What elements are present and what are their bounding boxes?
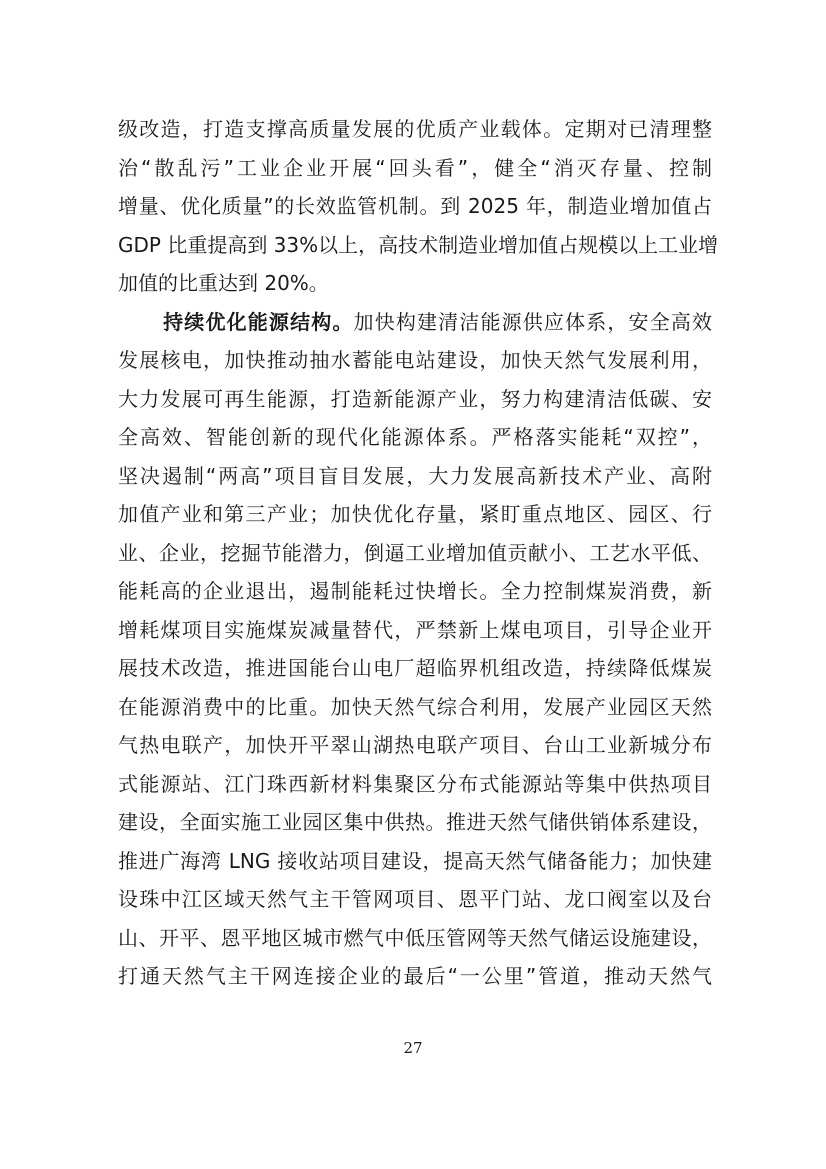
text-line: 大力发展可再生能源，打造新能源产业，努力构建清洁低碳、安	[118, 386, 712, 411]
text-line: 建设，全面实施工业园区集中供热。推进天然气储供销体系建设，	[118, 810, 712, 834]
text-line: 能耗高的企业退出，遏制能耗过快增长。全力控制煤炭消费，新	[118, 579, 712, 603]
text-line: GDP 比重提高到 33%以上，高技术制造业增加值占规模以上工业增	[118, 232, 719, 257]
text-line: 打通天然气主干网连接企业的最后“一公里”管道，推动天然气	[118, 964, 712, 988]
page-number: 27	[403, 1039, 423, 1057]
text-line: 推进广海湾 LNG 接收站项目建设，提高天然气储备能力；加快建	[118, 848, 712, 873]
text-line: 在能源消费中的比重。加快天然气综合利用，发展产业园区天然	[118, 694, 712, 719]
text-line: 山、开平、恩平地区城市燃气中低压管网等天然气储运设施建设，	[118, 925, 712, 950]
text-line: 气热电联产，加快开平翠山湖热电联产项目、台山工业新城分布	[118, 733, 712, 757]
document-body	[118, 110, 719, 996]
paragraph-manufacturing	[118, 110, 719, 303]
text-line: 式能源站、江门珠西新材料集聚区分布式能源站等集中供热项目	[118, 771, 712, 796]
text-line: 设珠中江区域天然气主干管网项目、恩平门站、龙口阀室以及台	[118, 887, 712, 911]
text-line: 加值产业和第三产业；加快优化存量，紧盯重点地区、园区、行	[118, 502, 712, 526]
text-line: 展技术改造，推进国能台山电厂超临界机组改造，持续降低煤炭	[118, 656, 712, 680]
text-line: 级改造，打造支撑高质量发展的优质产业载体。定期对已清理整	[118, 117, 712, 141]
text-line: 坚决遏制“两高”项目盲目发展，大力发展高新技术产业、高附	[118, 463, 712, 488]
text-line: 加值的比重达到 20%。	[118, 271, 329, 295]
section-heading: 持续优化能源结构。	[162, 309, 354, 334]
text-line: 增量、优化质量”的长效监管机制。到 2025 年，制造业增加值占	[118, 194, 712, 218]
text-line: 发展核电，加快推动抽水蓄能电站建设，加快天然气发展利用，	[118, 348, 712, 372]
text-run: 加快构建清洁能源供应体系，安全高效	[353, 309, 713, 334]
paragraph-first-line	[118, 303, 712, 342]
text-line: 业、企业，挖掘节能潜力，倒逼工业增加值贡献小、工艺水平低、	[118, 540, 712, 565]
paragraph-energy-structure	[118, 303, 712, 996]
text-line: 增耗煤项目实施煤炭减量替代，严禁新上煤电项目，引导企业开	[118, 617, 712, 642]
text-line: 全高效、智能创新的现代化能源体系。严格落实能耗“双控”，	[118, 425, 712, 449]
text-line: 治“散乱污”工业企业开展“回头看”，健全“消灭存量、控制	[118, 155, 712, 180]
